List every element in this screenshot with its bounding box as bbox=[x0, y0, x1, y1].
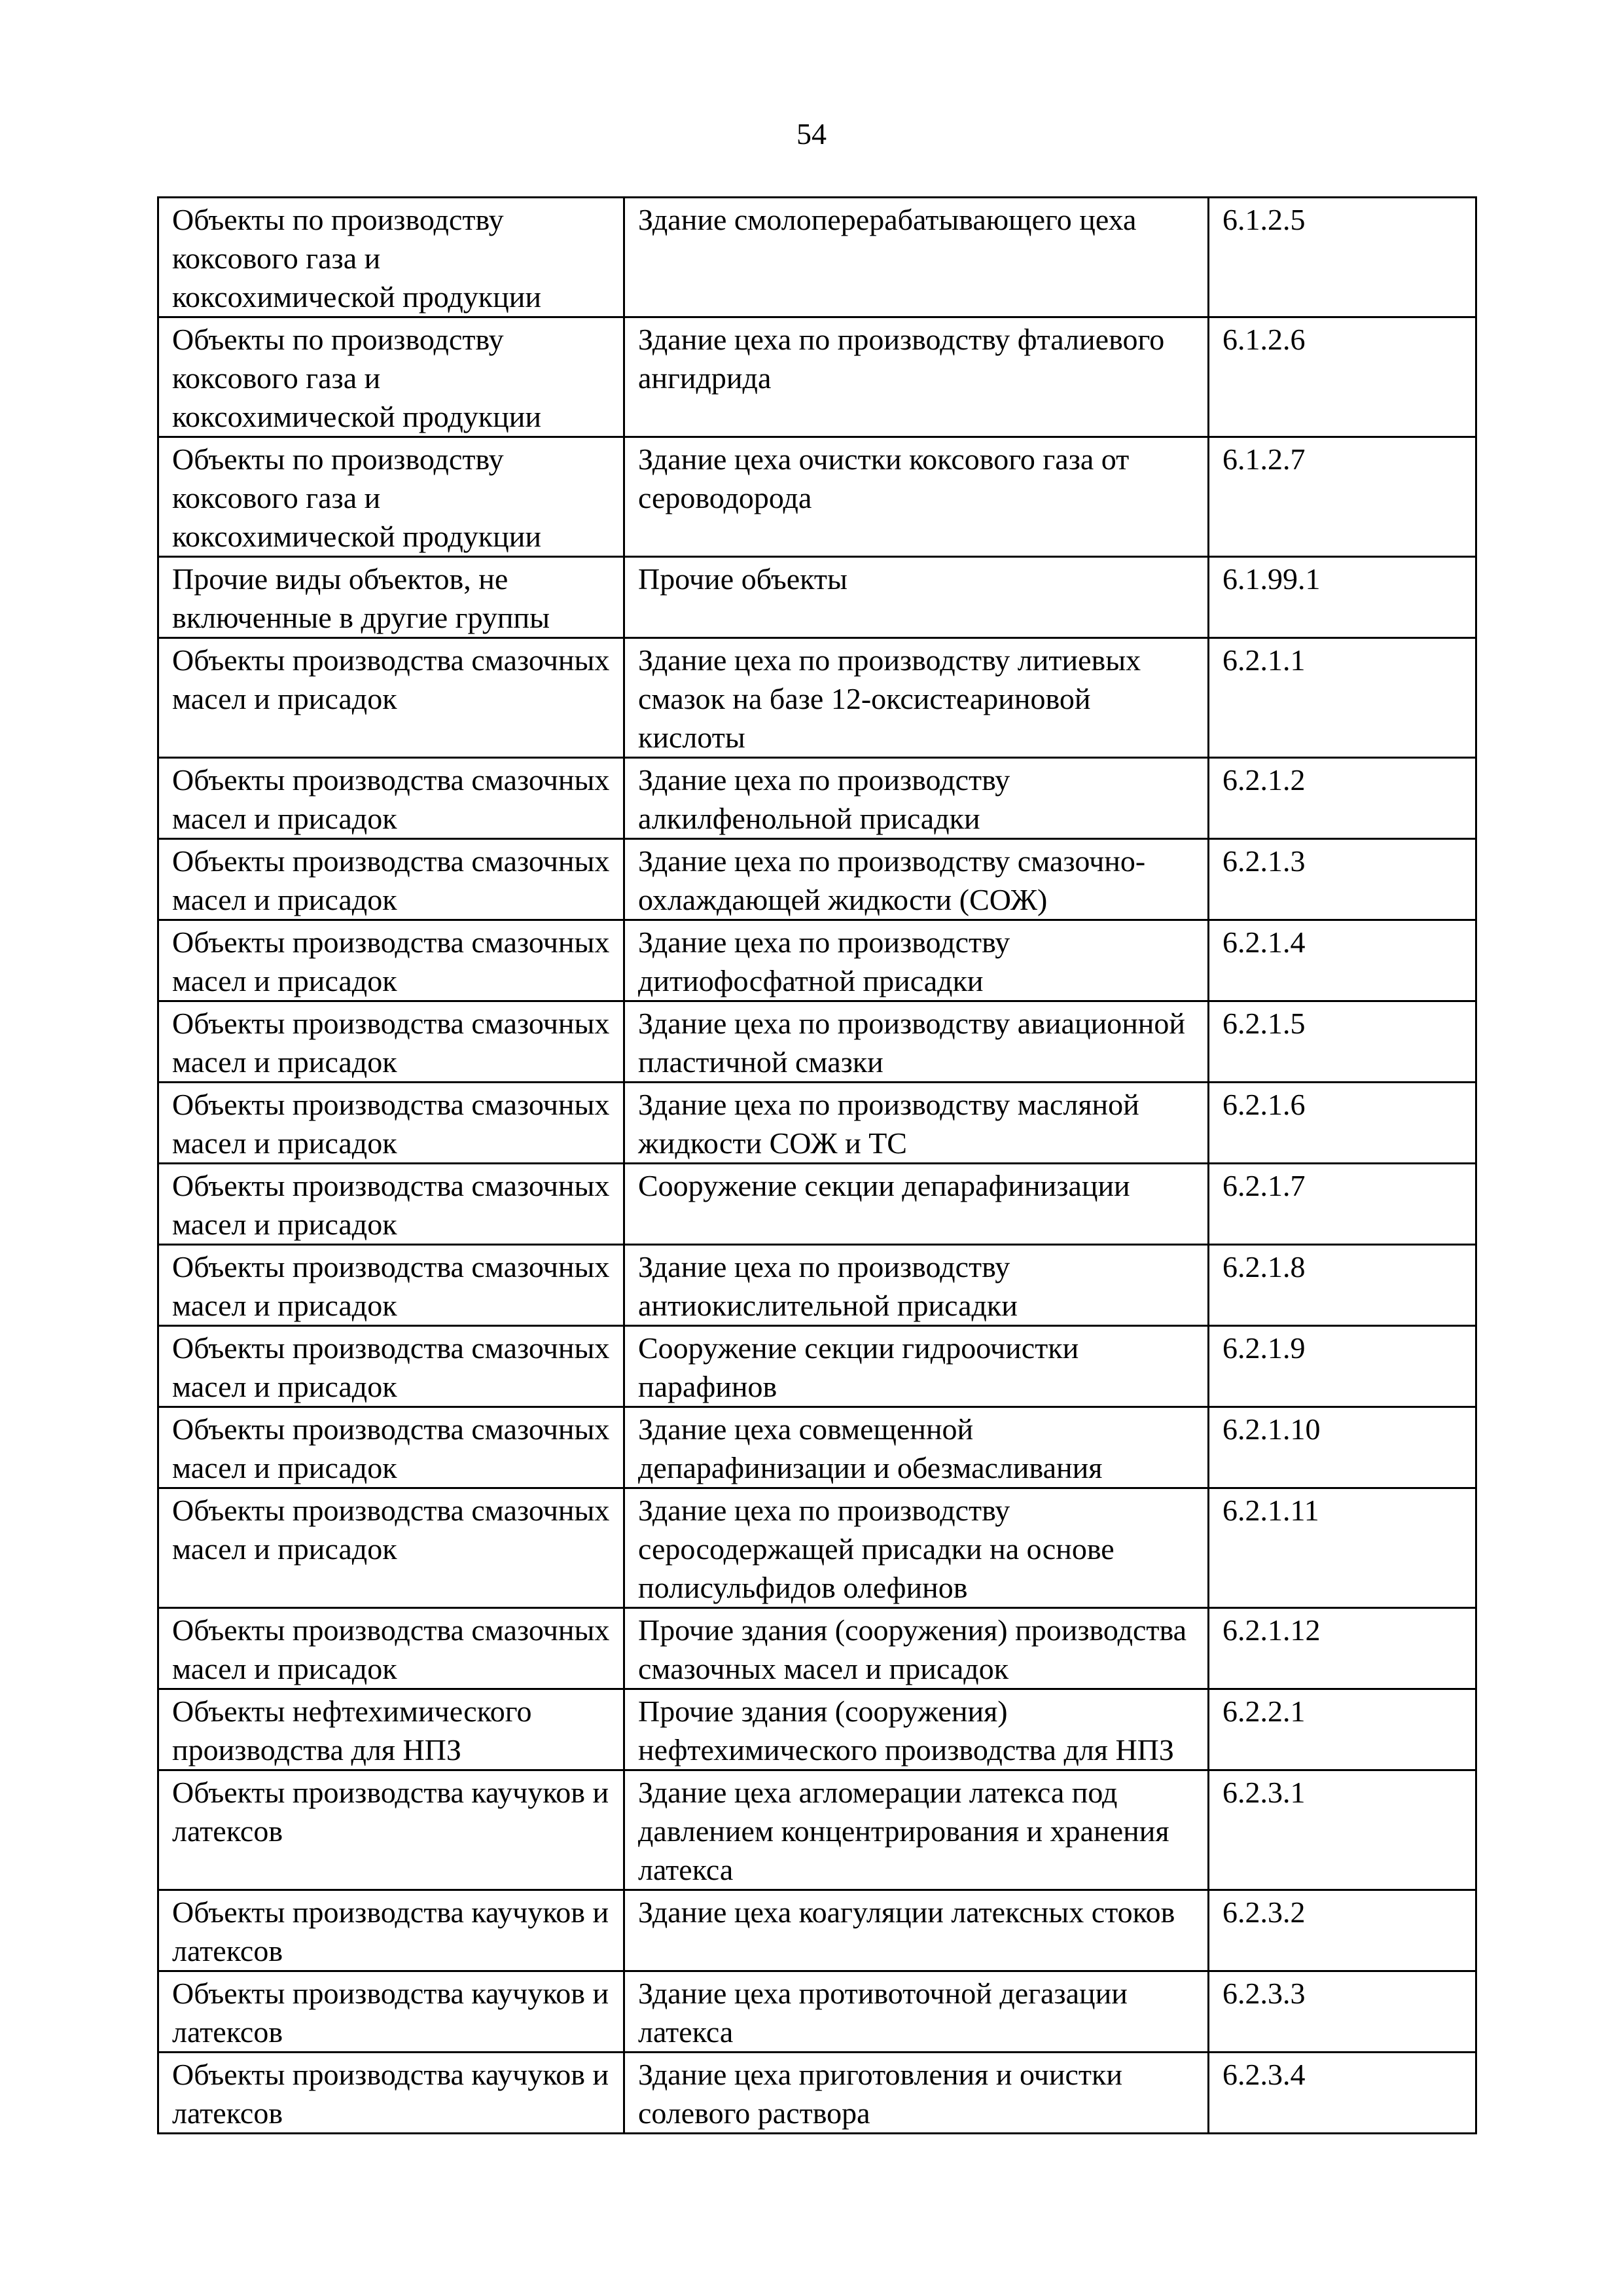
object-category-cell: Объекты производства смазочных масел и присадок bbox=[158, 920, 624, 1001]
table-body bbox=[158, 198, 1476, 2134]
object-name-cell: Здание цеха приготовления и очистки солевого раствора bbox=[624, 2053, 1209, 2134]
object-category-cell: Объекты производства смазочных масел и присадок bbox=[158, 1164, 624, 1245]
object-category-cell: Объекты производства смазочных масел и присадок bbox=[158, 1245, 624, 1326]
object-name-cell: Прочие объекты bbox=[624, 557, 1209, 638]
object-name-cell: Здание цеха по производству антиокислительной присадки bbox=[624, 1245, 1209, 1326]
object-name-cell: Здание цеха по производству масляной жидкости СОЖ и ТС bbox=[624, 1083, 1209, 1164]
object-name-cell: Здание цеха противоточной дегазации латекса bbox=[624, 1971, 1209, 2053]
object-category-cell: Объекты производства смазочных масел и присадок bbox=[158, 638, 624, 758]
table-row bbox=[158, 2053, 1476, 2134]
object-name-cell: Здание цеха по производству алкилфенольной присадки bbox=[624, 758, 1209, 839]
table-row bbox=[158, 1083, 1476, 1164]
object-category-cell: Объекты производства каучуков и латексов bbox=[158, 1971, 624, 2053]
object-name-cell: Сооружение секции гидроочистки парафинов bbox=[624, 1326, 1209, 1407]
object-code-cell: 6.2.1.3 bbox=[1209, 839, 1476, 920]
object-category-cell: Объекты производства каучуков и латексов bbox=[158, 2053, 624, 2134]
object-code-cell: 6.2.3.3 bbox=[1209, 1971, 1476, 2053]
table-row bbox=[158, 437, 1476, 557]
object-code-cell: 6.1.2.5 bbox=[1209, 198, 1476, 317]
object-code-cell: 6.2.1.12 bbox=[1209, 1608, 1476, 1689]
table-row bbox=[158, 1001, 1476, 1083]
object-code-cell: 6.2.3.4 bbox=[1209, 2053, 1476, 2134]
object-category-cell: Объекты производства смазочных масел и присадок bbox=[158, 1001, 624, 1083]
object-code-cell: 6.1.99.1 bbox=[1209, 557, 1476, 638]
object-category-cell: Объекты производства смазочных масел и присадок bbox=[158, 1083, 624, 1164]
object-name-cell: Здание цеха по производству серосодержащей присадки на основе полисульфидов олефинов bbox=[624, 1488, 1209, 1608]
object-code-cell: 6.2.1.2 bbox=[1209, 758, 1476, 839]
table-row bbox=[158, 1407, 1476, 1488]
table-row bbox=[158, 1164, 1476, 1245]
object-name-cell: Здание цеха совмещенной депарафинизации и обезмасливания bbox=[624, 1407, 1209, 1488]
object-name-cell: Здание цеха по производству авиационной пластичной смазки bbox=[624, 1001, 1209, 1083]
object-category-cell: Объекты производства смазочных масел и присадок bbox=[158, 758, 624, 839]
table-row bbox=[158, 1770, 1476, 1890]
table-row bbox=[158, 1245, 1476, 1326]
object-name-cell: Здание цеха по производству литиевых смазок на базе 12-оксистеариновой кислоты bbox=[624, 638, 1209, 758]
object-name-cell: Прочие здания (сооружения) нефтехимического производства для НПЗ bbox=[624, 1689, 1209, 1770]
object-code-cell: 6.2.1.4 bbox=[1209, 920, 1476, 1001]
object-category-cell: Объекты производства смазочных масел и присадок bbox=[158, 1407, 624, 1488]
object-name-cell: Здание цеха по производству смазочно-охлаждающей жидкости (СОЖ) bbox=[624, 839, 1209, 920]
object-category-cell: Объекты нефтехимического производства для НПЗ bbox=[158, 1689, 624, 1770]
object-code-cell: 6.1.2.7 bbox=[1209, 437, 1476, 557]
object-category-cell: Объекты по производству коксового газа и коксохимической продукции bbox=[158, 198, 624, 317]
table-row bbox=[158, 317, 1476, 437]
object-name-cell: Здание цеха очистки коксового газа от сероводорода bbox=[624, 437, 1209, 557]
object-category-cell: Объекты производства смазочных масел и присадок bbox=[158, 1326, 624, 1407]
table-row bbox=[158, 557, 1476, 638]
objects-table bbox=[157, 196, 1477, 2134]
object-category-cell: Объекты производства смазочных масел и присадок bbox=[158, 1608, 624, 1689]
object-name-cell: Сооружение секции депарафинизации bbox=[624, 1164, 1209, 1245]
object-name-cell: Здание цеха коагуляции латексных стоков bbox=[624, 1890, 1209, 1971]
object-category-cell: Объекты производства смазочных масел и присадок bbox=[158, 1488, 624, 1608]
object-category-cell: Объекты производства каучуков и латексов bbox=[158, 1770, 624, 1890]
object-category-cell: Объекты производства каучуков и латексов bbox=[158, 1890, 624, 1971]
object-name-cell: Здание цеха агломерации латекса под давлением концентрирования и хранения латекса bbox=[624, 1770, 1209, 1890]
object-category-cell: Прочие виды объектов, не включенные в другие группы bbox=[158, 557, 624, 638]
object-code-cell: 6.2.1.8 bbox=[1209, 1245, 1476, 1326]
table-row bbox=[158, 1971, 1476, 2053]
object-code-cell: 6.2.1.6 bbox=[1209, 1083, 1476, 1164]
table-row bbox=[158, 758, 1476, 839]
table-row bbox=[158, 198, 1476, 317]
object-code-cell: 6.2.1.7 bbox=[1209, 1164, 1476, 1245]
object-name-cell: Здание цеха по производству фталиевого ангидрида bbox=[624, 317, 1209, 437]
object-category-cell: Объекты производства смазочных масел и присадок bbox=[158, 839, 624, 920]
table-row bbox=[158, 1689, 1476, 1770]
object-code-cell: 6.1.2.6 bbox=[1209, 317, 1476, 437]
table-row bbox=[158, 1326, 1476, 1407]
object-code-cell: 6.2.3.1 bbox=[1209, 1770, 1476, 1890]
object-code-cell: 6.2.1.5 bbox=[1209, 1001, 1476, 1083]
object-code-cell: 6.2.1.9 bbox=[1209, 1326, 1476, 1407]
table-row bbox=[158, 1608, 1476, 1689]
table-row bbox=[158, 920, 1476, 1001]
table-row bbox=[158, 638, 1476, 758]
table-row bbox=[158, 1890, 1476, 1971]
object-code-cell: 6.2.1.1 bbox=[1209, 638, 1476, 758]
object-code-cell: 6.2.1.10 bbox=[1209, 1407, 1476, 1488]
object-code-cell: 6.2.1.11 bbox=[1209, 1488, 1476, 1608]
table-row bbox=[158, 839, 1476, 920]
object-code-cell: 6.2.3.2 bbox=[1209, 1890, 1476, 1971]
object-name-cell: Здание смолоперерабатывающего цеха bbox=[624, 198, 1209, 317]
page-number: 54 bbox=[796, 117, 827, 151]
object-code-cell: 6.2.2.1 bbox=[1209, 1689, 1476, 1770]
table-row bbox=[158, 1488, 1476, 1608]
object-name-cell: Здание цеха по производству дитиофосфатной присадки bbox=[624, 920, 1209, 1001]
object-category-cell: Объекты по производству коксового газа и коксохимической продукции bbox=[158, 317, 624, 437]
object-name-cell: Прочие здания (сооружения) производства смазочных масел и присадок bbox=[624, 1608, 1209, 1689]
object-category-cell: Объекты по производству коксового газа и коксохимической продукции bbox=[158, 437, 624, 557]
